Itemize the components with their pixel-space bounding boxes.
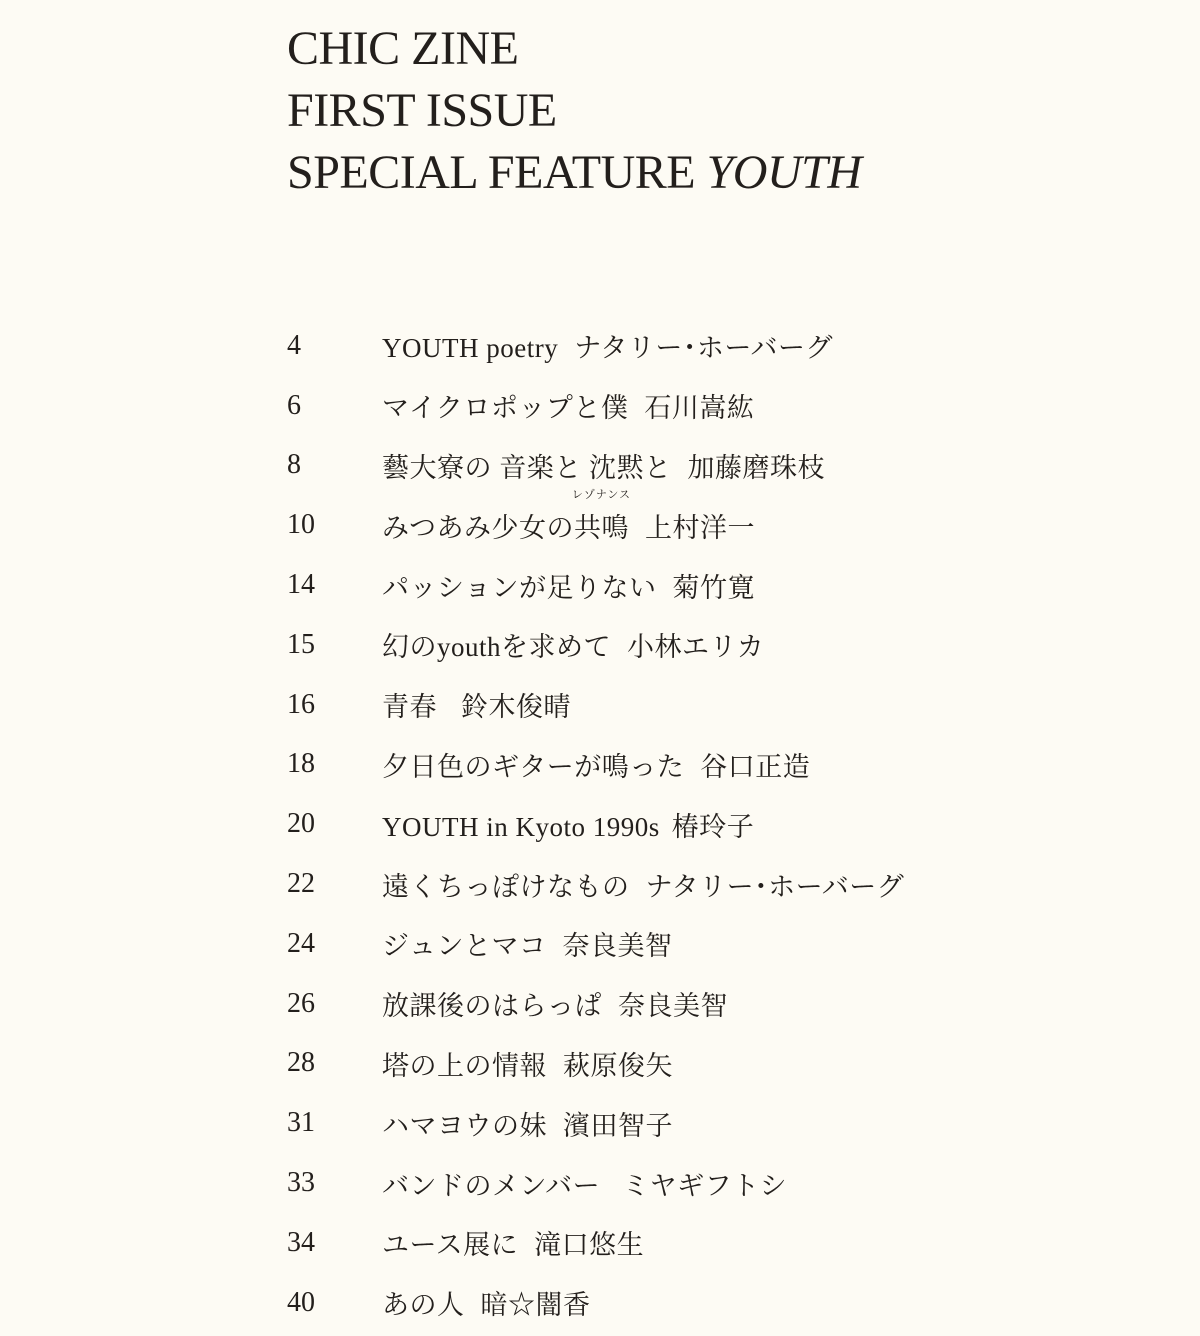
feature-theme: YOUTH — [706, 146, 862, 199]
toc-entry[interactable] — [287, 854, 1047, 914]
toc-entry-text — [382, 386, 754, 425]
toc-author: 奈良美智 — [618, 991, 728, 1022]
toc-author: 鈴木俊晴 — [461, 692, 571, 723]
toc-author: 上村洋一 — [644, 512, 755, 543]
feature-label — [287, 142, 861, 204]
toc-author: 濱田智子 — [563, 1110, 673, 1141]
toc-title: ハマヨウの妹 — [382, 1110, 547, 1141]
toc-entry[interactable] — [287, 1153, 1047, 1213]
toc-page-number: 6 — [287, 389, 301, 421]
toc-entry-text — [382, 745, 810, 784]
toc-page-number: 22 — [287, 868, 315, 900]
toc-entry[interactable] — [287, 794, 1047, 854]
toc-title: 夕日色のギターが鳴った — [382, 751, 685, 782]
toc-page-number: 26 — [287, 987, 315, 1019]
toc-entry-text — [382, 566, 755, 605]
toc-entry-text — [382, 1223, 644, 1262]
toc-title: 遠くちっぽけなもの — [382, 871, 630, 902]
toc-title: 塔の上の情報 — [382, 1050, 547, 1081]
toc-page-number: 40 — [287, 1286, 315, 1318]
toc-title: バンドのメンバー — [382, 1170, 601, 1201]
toc-author: 椿玲子 — [671, 811, 755, 842]
toc-entry-text — [382, 805, 754, 844]
toc-entry-text — [382, 1283, 591, 1322]
toc-page-number: 18 — [287, 748, 315, 780]
toc-title: ユース展に — [382, 1230, 519, 1261]
toc-title: YOUTH poetry — [382, 333, 559, 364]
toc-title-prefix: みつあみ少女の — [382, 512, 574, 543]
toc-author: 石川嵩紘 — [644, 393, 755, 424]
toc-entry-text — [382, 685, 571, 724]
table-of-contents — [287, 316, 1047, 1333]
toc-entry-text — [382, 488, 755, 545]
feature-prefix: SPECIAL FEATURE — [287, 146, 696, 199]
toc-author: 奈良美智 — [562, 931, 673, 962]
toc-entry[interactable] — [287, 1034, 1047, 1094]
toc-entry-text — [382, 1044, 673, 1083]
toc-title: 幻のyouthを求めて — [382, 632, 612, 663]
toc-entry-text — [382, 326, 833, 365]
toc-entry[interactable] — [287, 1213, 1047, 1273]
toc-entry[interactable] — [287, 1093, 1047, 1153]
toc-author: 暗☆闇香 — [480, 1290, 591, 1321]
toc-page-number: 16 — [287, 688, 315, 720]
toc-entry[interactable] — [287, 615, 1047, 675]
toc-entry-text — [382, 865, 904, 904]
ruby-base: 共鳴 — [573, 512, 629, 543]
toc-page-number: 28 — [287, 1047, 315, 1079]
toc-title: 放課後のはらっぱ — [382, 991, 602, 1022]
toc-author: ナタリー･ホーバーグ — [574, 333, 834, 364]
toc-entry-text — [382, 446, 825, 485]
toc-entry[interactable] — [287, 555, 1047, 615]
zine-title-block — [287, 18, 861, 204]
toc-entry[interactable] — [287, 488, 1047, 555]
toc-author: 小林エリカ — [627, 632, 765, 663]
toc-entry-text — [382, 1104, 673, 1143]
toc-title: 青春 — [382, 692, 437, 723]
toc-page-number: 31 — [287, 1107, 315, 1139]
toc-page-number: 20 — [287, 808, 315, 840]
toc-entry-text — [382, 984, 728, 1023]
toc-author: ミヤギフトシ — [622, 1170, 788, 1201]
toc-page-number: 8 — [287, 449, 301, 481]
toc-page-number: 34 — [287, 1226, 315, 1258]
zine-title: CHIC ZINE — [287, 22, 519, 75]
toc-author: 滝口悠生 — [534, 1230, 645, 1261]
issue-label: FIRST ISSUE — [287, 84, 557, 137]
toc-entry[interactable] — [287, 436, 1047, 496]
toc-entry[interactable] — [287, 675, 1047, 735]
toc-title: マイクロポップと僕 — [382, 393, 629, 424]
toc-author: 加藤磨珠枝 — [687, 452, 825, 483]
toc-title: パッションが足りない — [382, 572, 657, 603]
toc-entry[interactable] — [287, 1273, 1047, 1333]
toc-page-number: 33 — [287, 1167, 315, 1199]
toc-author: ナタリー･ホーバーグ — [645, 871, 905, 902]
toc-page-number: 14 — [287, 569, 315, 601]
toc-entry[interactable] — [287, 735, 1047, 795]
toc-page-number: 10 — [287, 509, 315, 541]
toc-title: 藝大寮の 音楽と 沈黙と — [382, 452, 672, 483]
toc-page-number: 24 — [287, 927, 315, 959]
toc-title-ruby — [571, 488, 632, 545]
toc-entry[interactable] — [287, 974, 1047, 1034]
toc-entry[interactable] — [287, 316, 1047, 376]
toc-entry-text — [382, 924, 672, 963]
toc-author: 谷口正造 — [700, 751, 811, 782]
toc-author: 菊竹寛 — [672, 572, 755, 603]
toc-author: 萩原俊矢 — [563, 1050, 673, 1081]
toc-entry[interactable] — [287, 914, 1047, 974]
toc-title: あの人 — [382, 1290, 465, 1321]
toc-title: ジュンとマコ — [382, 931, 547, 962]
ruby-reading: レゾナンス — [571, 488, 632, 501]
toc-page-number: 15 — [287, 628, 315, 660]
toc-entry-text — [382, 625, 764, 664]
toc-page-number: 4 — [287, 329, 301, 361]
toc-entry[interactable] — [287, 376, 1047, 436]
toc-title: YOUTH in Kyoto 1990s — [382, 811, 660, 842]
toc-entry-text — [382, 1164, 787, 1203]
